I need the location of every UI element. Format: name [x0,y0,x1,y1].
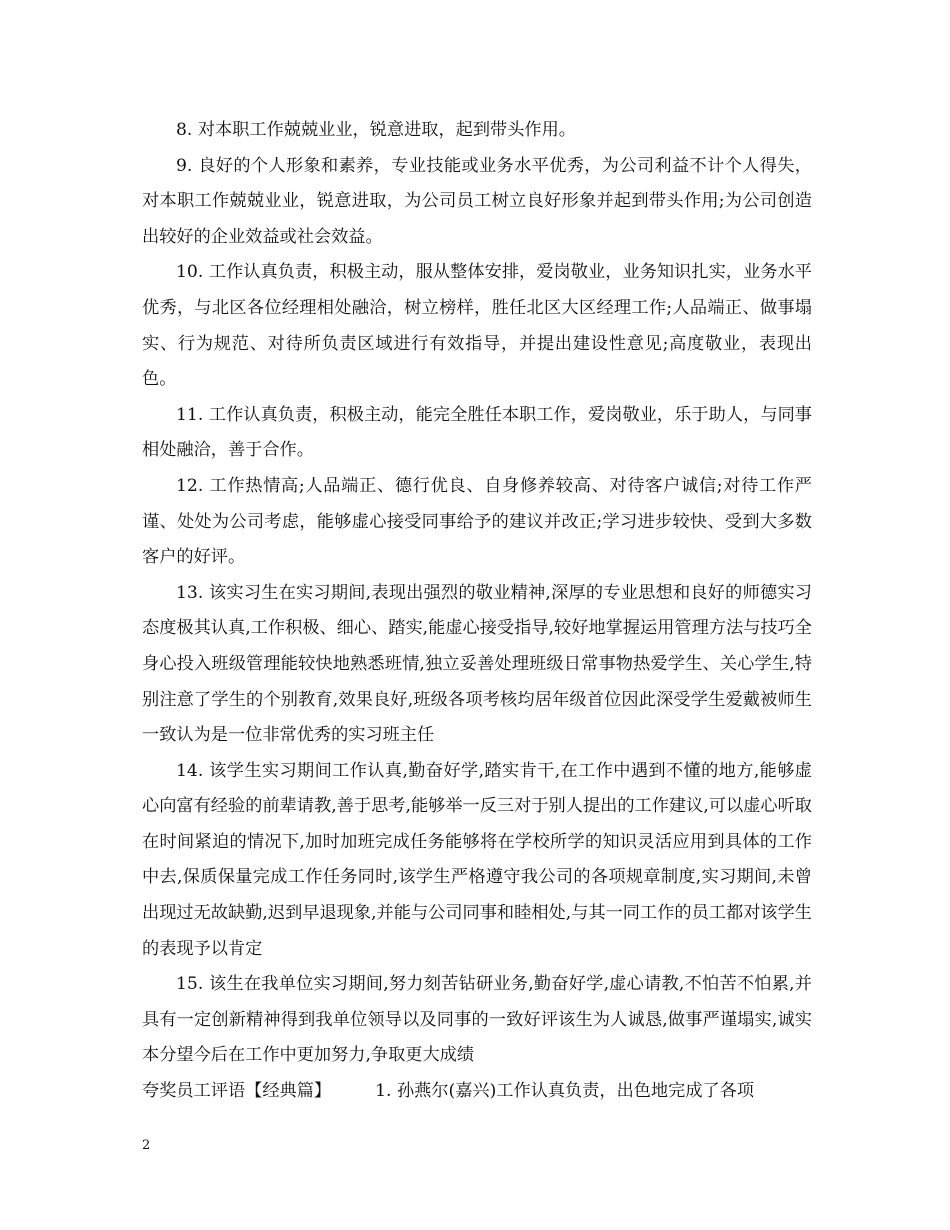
paragraph-item-9: 9. 良好的个人形象和素养，专业技能或业务水平优秀，为公司利益不计个人得失，对本职工作兢兢业业，锐意进取，为公司员工树立良好形象并起到带头作用;为公司创造出较好的企业效益或社会效益。 [142,155,812,247]
paragraph-item-13: 13. 该实习生在实习期间,表现出强烈的敬业精神,深厚的专业思想和良好的师德实习态度极其认真,工作积极、细心、踏实,能虚心接受指导,较好地掌握运用管理方法与技巧全身心投入班级管理能较快地熟悉班情,独立妥善处理班级日常事物热爱学生、关心学生,特别注意了学生的个别教育,效果良好,班级各项考核均居年级首位因此深受学生爱戴被师生一致认为是一位非常优秀的实习班主任 [142,582,812,746]
paragraph-item-15: 15. 该生在我单位实习期间,努力刻苦钻研业务,勤奋好学,虚心请教,不怕苦不怕累,并具有一定创新精神得到我单位领导以及同事的一致好评该生为人诚恳,做事严谨塌实,诚实本分望今后在工作中更加努力,争取更大成绩 [142,974,812,1066]
document-body [142,113,812,1110]
paragraph-item-11: 11. 工作认真负责，积极主动，能完全胜任本职工作，爱岗敬业，乐于助人，与同事相处融洽，善于合作。 [142,404,812,461]
section-first-item: 1. 孙燕尔(嘉兴)工作认真负责，出色地完成了各项 [375,1081,755,1102]
paragraph-item-12: 12. 工作热情高;人品端正、德行优良、自身修养较高、对待客户诚信;对待工作严谨、处处为公司考虑，能够虚心接受同事给予的建议并改正;学习进步较快、受到大多数客户的好评。 [142,475,812,568]
section-line [142,1074,812,1110]
paragraph-item-14: 14. 该学生实习期间工作认真,勤奋好学,踏实肯干,在工作中遇到不懂的地方,能够虚心向富有经验的前辈请教,善于思考,能够举一反三对于别人提出的工作建议,可以虚心听取在时间紧迫的情况下,加时加班完成任务能够将在学校所学的知识灵活应用到具体的工作中去,保质保量完成工作任务同时,该学生严格遵守我公司的各项规章制度,实习期间,未曾出现过无故缺勤,迟到早退现象,并能与公司同事和睦相处,与其一同工作的员工都对该学生的表现予以肯定 [142,760,812,959]
section-heading: 夸奖员工评语【经典篇】 [142,1081,332,1102]
page-number: 2 [142,1138,151,1153]
paragraph-item-8: 8. 对本职工作兢兢业业，锐意进取，起到带头作用。 [176,120,576,140]
paragraph-item-10: 10. 工作认真负责，积极主动，服从整体安排，爱岗敬业，业务知识扎实，业务水平优秀，与北区各位经理相处融洽，树立榜样，胜任北区大区经理工作;人品端正、做事塌实、行为规范、对待所负责区域进行有效指导，并提出建设性意见;高度敬业，表现出色。 [142,262,812,390]
